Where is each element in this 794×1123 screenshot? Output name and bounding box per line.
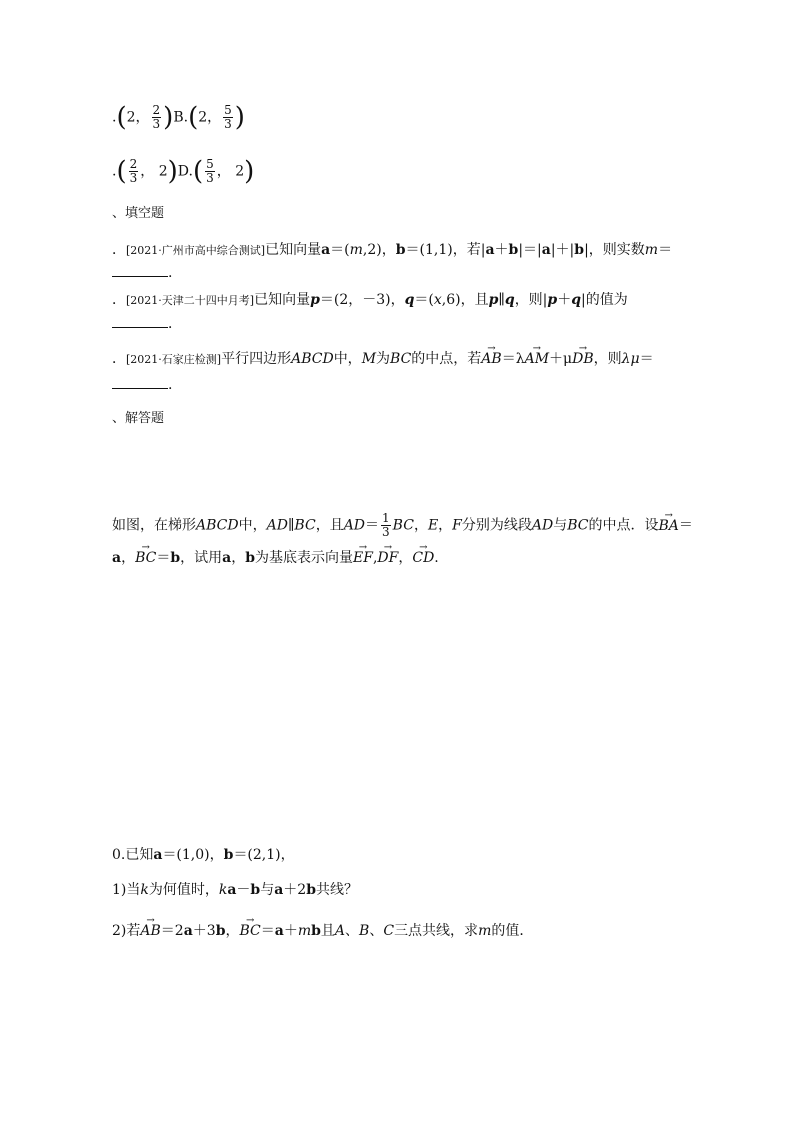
q4-text: ，且 (315, 517, 344, 534)
q4-var-f: F (452, 517, 462, 534)
q5-vector-a: a (153, 847, 163, 863)
q4-var-bc: BC (392, 517, 414, 534)
q5-vector-ab: → AB (140, 921, 160, 941)
q2-prefix: ． (112, 292, 126, 308)
q1-vector-a: a (321, 242, 331, 258)
question-4-line-1 (112, 512, 693, 539)
left-paren-icon: ( (192, 156, 204, 187)
q5-text: ＝(2,1)， (233, 847, 295, 863)
q1-text: ＝( (330, 242, 350, 258)
q3-var-bc: BC (390, 351, 412, 367)
right-paren-icon: ) (167, 156, 178, 187)
right-paren-icon: ) (163, 102, 174, 133)
q4-text: ， (121, 550, 136, 566)
q5-vector-b: b (306, 882, 317, 898)
q5-var-k: k (218, 882, 228, 898)
choice-a-numerator: 2 (152, 103, 161, 117)
q3-text: 中， (333, 351, 362, 367)
q4-text: 与 (553, 517, 568, 534)
question-5-line-1 (112, 845, 295, 865)
q4-vector-bc: → BC (135, 548, 156, 568)
q4-vector-ef: → EF (353, 548, 373, 568)
q4-fraction-numerator: 1 (382, 511, 390, 525)
q4-text: 如图，在梯形 (112, 517, 196, 534)
q5-vector-b: b (215, 923, 226, 939)
q4-vector-cd: → CD (412, 548, 434, 568)
q5-var-b-point: B (359, 923, 370, 939)
q5-vector-a: a (274, 882, 284, 898)
q5-var-m: m (478, 923, 492, 939)
q5-text: 、 (345, 923, 360, 939)
q3-source: [2021·石家庄检测] (126, 353, 222, 366)
q4-var-bc: BC (294, 517, 316, 534)
q4-var-ad: AD (266, 517, 288, 534)
q3-var-m: M (361, 351, 377, 367)
choice-line-cd (112, 158, 254, 185)
q5-text: ＝ (260, 923, 275, 939)
q1-answer-blank[interactable] (112, 262, 168, 277)
q4-text: ， (398, 550, 413, 566)
q4-fraction (381, 512, 391, 539)
left-paren-icon: ( (188, 102, 199, 133)
q5-var-m: m (297, 923, 312, 939)
q4-text: ， (231, 550, 246, 566)
choice-a-fraction (152, 104, 162, 131)
q4-text: , (372, 550, 378, 566)
q5-text: 已知 (125, 847, 154, 863)
q2-vector-q: q (404, 292, 415, 308)
question-3-line-2 (112, 374, 172, 395)
q2-text: 已知向量 (254, 292, 311, 308)
q4-var-bc: BC (567, 517, 589, 534)
q5-text: ＋2 (283, 882, 307, 898)
question-3-line-1 (112, 349, 654, 370)
q4-text: . (434, 550, 439, 566)
q5-vector-b: b (311, 923, 321, 939)
choice-b-label: B. (173, 109, 189, 126)
choice-a-x: 2， (126, 109, 150, 126)
q4-parallel: ∥ (287, 517, 295, 534)
q5-text: 若 (126, 923, 141, 939)
section-heading-answer: 、解答题 (112, 411, 165, 426)
q3-prefix: ． (112, 351, 126, 367)
q1-end: . (168, 265, 173, 281)
question-2-line-1 (112, 290, 628, 311)
q3-text: ＋μ (549, 351, 573, 367)
q1-text: ＝ (658, 242, 673, 258)
q5-text: ＋3 (192, 923, 216, 939)
q5-vector-b: b (223, 847, 234, 863)
q4-text: 为基底表示向量 (255, 550, 354, 566)
q5-vector-a: a (183, 923, 193, 939)
q3-text: 为 (376, 351, 391, 367)
choice-b-fraction (223, 104, 233, 131)
q5-part-1-number: 1) (112, 882, 127, 898)
q3-text: ＝λ (501, 351, 525, 367)
choice-d-numerator: 5 (206, 157, 214, 171)
q2-text: |的值为 (581, 292, 628, 308)
right-paren-icon: ) (234, 102, 245, 133)
question-5-part-1 (112, 880, 358, 900)
q1-vector-b: b (508, 242, 519, 258)
q3-text: 的中点，若 (411, 351, 482, 367)
section-heading-fill: 、填空题 (112, 206, 165, 221)
choice-c-prefix: . (112, 163, 117, 180)
q5-text: 为何值时， (148, 882, 219, 898)
choice-d-y: ， 2 (216, 163, 245, 180)
choice-d-fraction (205, 158, 215, 185)
q3-vector-am: → AM (525, 349, 549, 369)
q3-end: . (168, 377, 173, 393)
q5-text: 的值． (491, 923, 534, 939)
q3-var-abcd: ABCD (291, 351, 334, 367)
q1-prefix: ． (112, 242, 126, 258)
q1-text: |＋| (550, 242, 575, 258)
choice-c-denominator: 3 (129, 171, 138, 185)
q4-var-ad: AD (343, 517, 366, 534)
q2-text: ＝(2，－3)， (319, 292, 405, 308)
q1-var-m: m (644, 242, 659, 258)
left-paren-icon: ( (116, 102, 127, 133)
q5-text: 共线？ (316, 882, 359, 898)
choice-c-numerator: 2 (129, 157, 138, 171)
q1-vector-a: a (485, 242, 495, 258)
q2-text: ，则| (514, 292, 548, 308)
q2-source: [2021·天津二十四中月考] (126, 294, 255, 307)
q3-text: 平行四边形 (221, 351, 292, 367)
choice-line-ab (112, 104, 245, 131)
q1-text: 已知向量 (265, 242, 322, 258)
q1-text: ＝(1,1)，若| (405, 242, 486, 258)
q1-text: |＝| (518, 242, 542, 258)
q4-text: ＝ (678, 517, 693, 534)
q5-text: ＝2 (160, 923, 184, 939)
left-paren-icon: ( (116, 156, 127, 187)
q5-text: ， (225, 923, 240, 939)
q5-text: 与 (260, 882, 275, 898)
q4-vector-ba: → BA (659, 516, 679, 536)
question-5-part-2 (112, 921, 533, 941)
q4-vector-df: → DF (377, 548, 398, 568)
right-paren-icon: ) (244, 156, 255, 187)
q2-vector-p: p (310, 292, 320, 308)
choice-a-denominator: 3 (152, 117, 161, 131)
q3-text: ，则 (593, 351, 622, 367)
q5-vector-bc: → BC (240, 921, 261, 941)
q4-vector-b: b (170, 550, 181, 566)
q5-var-c-point: C (383, 923, 395, 939)
q2-text: ,6)，且 (441, 292, 489, 308)
q2-vector-q: q (504, 292, 515, 308)
choice-b-x: 2， (198, 109, 222, 126)
q4-vector-a: a (112, 550, 122, 566)
q5-text: 且 (320, 923, 335, 939)
q5-part-2-number: 2) (112, 923, 127, 939)
q3-answer-blank[interactable] (112, 374, 168, 389)
choice-b-denominator: 3 (224, 117, 232, 131)
q4-text: 的中点．设 (588, 517, 659, 534)
q4-fraction-denominator: 3 (382, 525, 390, 539)
q5-text: 、 (369, 923, 384, 939)
q5-text: 三点共线，求 (394, 923, 479, 939)
q4-text: 分别为线段 (461, 517, 532, 534)
q4-text: ＝ (156, 550, 171, 566)
q4-var-ad: AD (531, 517, 554, 534)
q1-text: |，则实数 (584, 242, 645, 258)
question-2-line-2 (112, 313, 182, 334)
q1-var-m: m (349, 242, 363, 258)
choice-d-denominator: 3 (206, 171, 214, 185)
choice-c-y: ， 2 (140, 163, 168, 180)
q5-text: ＝(1,0)， (162, 847, 224, 863)
q2-vector-q: q (571, 292, 581, 308)
q3-vector-ab: → AB (481, 349, 501, 369)
q5-text: ＋ (283, 923, 298, 939)
q3-var-lambda-mu: λμ (621, 351, 640, 367)
q1-vector-b: b (574, 242, 585, 258)
q4-vector-a: a (222, 550, 232, 566)
q2-answer-blank[interactable] (112, 313, 168, 328)
q2-var-x: x (433, 292, 442, 308)
q1-source: [2021·广州市高中综合测试] (126, 244, 266, 257)
q2-text: ＝( (414, 292, 434, 308)
q4-var-abcd: ABCD (196, 517, 239, 534)
question-1-line-2 (112, 262, 172, 283)
q4-text: ，试用 (180, 550, 223, 566)
q4-text: ＝ (365, 517, 380, 534)
q4-var-e: E (427, 517, 439, 534)
q3-text: ＝ (639, 351, 654, 367)
q1-vector-a: a (541, 242, 551, 258)
q5-text: － (236, 882, 251, 898)
q5-var-k: k (140, 882, 149, 898)
q4-text: ， (438, 517, 453, 534)
q3-vector-db: → DB (572, 349, 594, 369)
q5-vector-b: b (250, 882, 261, 898)
q2-vector-p: p (547, 292, 558, 308)
choice-c-fraction (129, 158, 139, 185)
q1-text: ,2)， (362, 242, 396, 258)
q5-vector-a: a (274, 923, 284, 939)
choice-b-numerator: 5 (224, 103, 232, 117)
q5-number: 0. (112, 847, 126, 863)
q4-vector-b: b (245, 550, 256, 566)
choice-d-label: D. (177, 163, 193, 180)
q1-vector-b: b (395, 242, 406, 258)
q1-text: ＋ (494, 242, 509, 258)
q2-text: ＋ (557, 292, 572, 308)
q5-text: 当 (126, 882, 141, 898)
q4-text: ， (413, 517, 428, 534)
question-1-line-1 (112, 240, 672, 261)
q2-text: ∥ (498, 292, 505, 308)
q4-text: 中， (238, 517, 267, 534)
q2-vector-p: p (488, 292, 499, 308)
q2-end: ． (168, 316, 182, 332)
q5-var-a-point: A (334, 923, 346, 939)
q5-vector-a: a (227, 882, 237, 898)
choice-a-prefix: . (112, 109, 117, 126)
question-4-line-2 (112, 548, 439, 568)
